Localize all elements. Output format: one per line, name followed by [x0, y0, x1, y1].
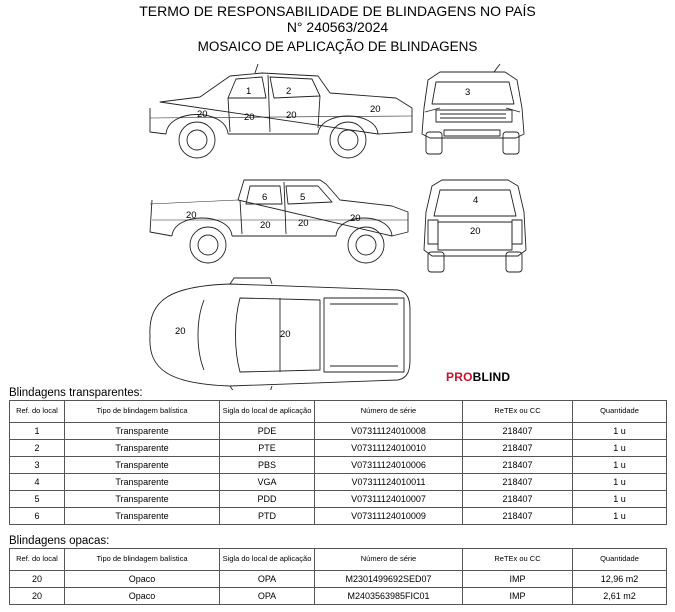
opaque-armor-table	[9, 548, 667, 605]
cell-type: Transparente	[65, 491, 220, 508]
col-ref: Ref. do local	[10, 401, 65, 423]
cell-retex: IMP	[463, 571, 573, 588]
col-qty: Quantidade	[573, 549, 667, 571]
problind-logo: PROBLIND	[446, 370, 511, 384]
cell-type: Opaco	[65, 571, 220, 588]
cell-type: Opaco	[65, 588, 220, 605]
cell-code: PTE	[220, 440, 315, 457]
vehicle-right-side-view	[150, 180, 408, 263]
cell-ref: 2	[10, 440, 65, 457]
left-side-label-2: 2	[286, 86, 292, 97]
cell-type: Transparente	[65, 508, 220, 525]
cell-serial: V07311124010011	[315, 474, 463, 491]
col-code: Sigla do local de aplicação	[220, 401, 315, 423]
left-side-label-20a: 20	[197, 109, 208, 120]
cell-type: Transparente	[65, 423, 220, 440]
cell-code: OPA	[220, 571, 315, 588]
cell-ref: 20	[10, 588, 65, 605]
cell-retex: 218407	[463, 423, 573, 440]
table-header-row	[10, 401, 667, 423]
col-serial: Número de série	[315, 549, 463, 571]
cell-type: Transparente	[65, 474, 220, 491]
cell-serial: V07311124010009	[315, 508, 463, 525]
rear-label-4: 4	[473, 195, 479, 206]
cell-ref: 3	[10, 457, 65, 474]
cell-qty: 2,61 m2	[573, 588, 667, 605]
cell-qty: 1 u	[573, 440, 667, 457]
table-header-row	[10, 549, 667, 571]
table-row	[10, 474, 667, 491]
cell-code: VGA	[220, 474, 315, 491]
cell-ref: 5	[10, 491, 65, 508]
table-row	[10, 508, 667, 525]
col-retex: ReTEx ou CC	[463, 401, 573, 423]
col-type: Tipo de blindagem balística	[65, 549, 220, 571]
cell-code: PBS	[220, 457, 315, 474]
top-label-20b: 20	[280, 329, 291, 340]
right-side-label-20b: 20	[260, 220, 271, 231]
cell-type: Transparente	[65, 440, 220, 457]
right-side-label-5: 5	[300, 192, 306, 203]
right-side-label-6: 6	[262, 192, 268, 203]
cell-qty: 1 u	[573, 508, 667, 525]
left-side-label-20b: 20	[244, 112, 255, 123]
cell-retex: IMP	[463, 588, 573, 605]
cell-qty: 1 u	[573, 423, 667, 440]
table-row	[10, 423, 667, 440]
col-retex: ReTEx ou CC	[463, 549, 573, 571]
right-side-label-20c: 20	[298, 218, 309, 229]
cell-qty: 12,96 m2	[573, 571, 667, 588]
opaque-section-title: Blindagens opacas:	[9, 535, 110, 547]
cell-ref: 6	[10, 508, 65, 525]
table-row	[10, 457, 667, 474]
front-label-3: 3	[465, 87, 471, 98]
cell-code: PTD	[220, 508, 315, 525]
cell-ref: 20	[10, 571, 65, 588]
cell-serial: V07311124010006	[315, 457, 463, 474]
cell-retex: 218407	[463, 440, 573, 457]
top-label-20a: 20	[175, 326, 186, 337]
cell-qty: 1 u	[573, 491, 667, 508]
vehicle-front-view	[422, 64, 524, 154]
transparent-armor-table	[9, 400, 667, 525]
cell-serial: V07311124010010	[315, 440, 463, 457]
col-type: Tipo de blindagem balística	[65, 401, 220, 423]
cell-retex: 218407	[463, 457, 573, 474]
cell-qty: 1 u	[573, 474, 667, 491]
left-side-label-1: 1	[246, 86, 252, 97]
cell-ref: 1	[10, 423, 65, 440]
table-row	[10, 491, 667, 508]
cell-code: OPA	[220, 588, 315, 605]
cell-code: PDD	[220, 491, 315, 508]
transparent-section-title: Blindagens transparentes:	[9, 387, 143, 399]
right-side-label-20d: 20	[350, 213, 361, 224]
document-subtitle: MOSAICO DE APLICAÇÃO DE BLINDAGENS	[197, 39, 478, 54]
left-side-label-20c: 20	[286, 110, 297, 121]
table-row	[10, 571, 667, 588]
cell-retex: 218407	[463, 491, 573, 508]
table-row	[10, 588, 667, 605]
col-qty: Quantidade	[573, 401, 667, 423]
col-serial: Número de série	[315, 401, 463, 423]
cell-serial: M2403563985FIC01	[315, 588, 463, 605]
cell-retex: 218407	[463, 508, 573, 525]
cell-retex: 218407	[463, 474, 573, 491]
cell-ref: 4	[10, 474, 65, 491]
cell-serial: V07311124010008	[315, 423, 463, 440]
rear-label-20: 20	[470, 226, 481, 237]
vehicle-diagram	[0, 60, 675, 390]
right-side-label-20a: 20	[186, 210, 197, 221]
table-row	[10, 440, 667, 457]
col-ref: Ref. do local	[10, 549, 65, 571]
cell-code: PDE	[220, 423, 315, 440]
left-side-label-20d: 20	[370, 104, 381, 115]
cell-serial: M2301499692SED07	[315, 571, 463, 588]
document-title: TERMO DE RESPONSABILIDADE DE BLINDAGENS NO PAÍS	[139, 3, 536, 19]
cell-serial: V07311124010007	[315, 491, 463, 508]
document-number: N° 240563/2024	[286, 19, 389, 35]
col-code: Sigla do local de aplicação	[220, 549, 315, 571]
cell-type: Transparente	[65, 457, 220, 474]
cell-qty: 1 u	[573, 457, 667, 474]
